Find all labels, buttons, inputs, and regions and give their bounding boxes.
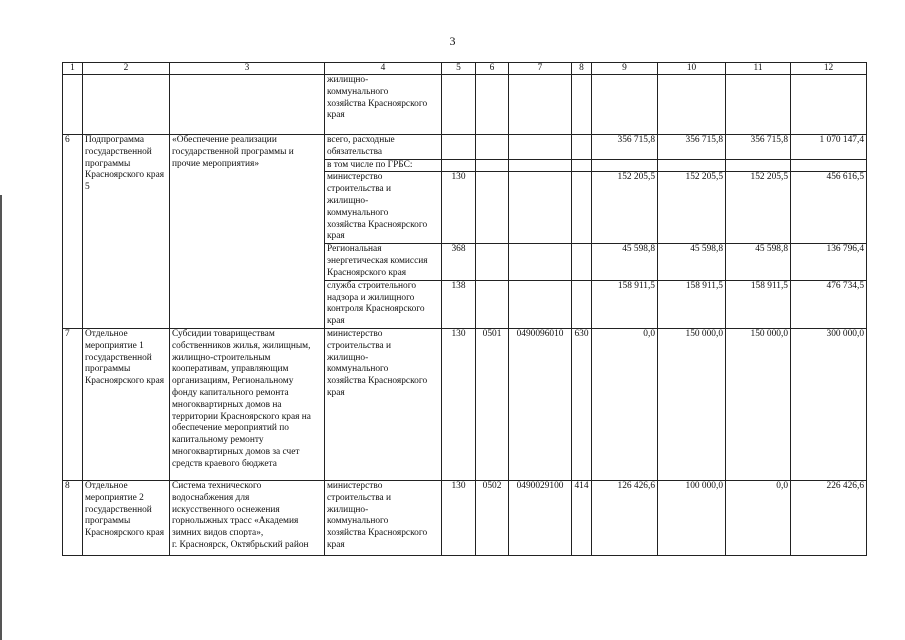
column-header: 10: [658, 63, 726, 75]
program-name-cell: Система технического водоснабжения для искусственного оснежения горнолыжных трасс «Академия зимних видов спорта», г. Красноярск, Октябрьский район: [170, 480, 325, 555]
amount-cell: 45 598,8: [658, 244, 726, 280]
row-number: 8: [63, 480, 83, 555]
grbs-cell: в том числе по ГРБС:: [325, 159, 442, 172]
cell-empty: [658, 159, 726, 172]
column-header: 3: [170, 63, 325, 75]
amount-cell: 45 598,8: [726, 244, 791, 280]
cell-empty: [170, 75, 325, 135]
code-cell: 0501: [476, 328, 509, 480]
table-header-row: [63, 63, 867, 75]
amount-cell: 0,0: [592, 328, 658, 480]
cell-empty: [572, 135, 592, 160]
amount-cell: 476 734,5: [791, 280, 867, 328]
grbs-cell: всего, расходные обязательства: [325, 135, 442, 160]
cell-empty: [509, 172, 572, 244]
column-header: 1: [63, 63, 83, 75]
column-header: 12: [791, 63, 867, 75]
cell-empty: [442, 75, 476, 135]
row-number: 6: [63, 135, 83, 329]
amount-cell: 158 911,5: [658, 280, 726, 328]
column-header: 8: [572, 63, 592, 75]
code-cell: 368: [442, 244, 476, 280]
status-cell: Отдельное мероприятие 1 государственной программы Красноярского края: [83, 328, 170, 480]
grbs-cell: министерство строительства и жилищно- коммунального хозяйства Красноярского края: [325, 480, 442, 555]
amount-cell: 300 000,0: [791, 328, 867, 480]
amount-cell: 45 598,8: [592, 244, 658, 280]
column-header: 11: [726, 63, 791, 75]
cell-empty: [476, 280, 509, 328]
cell-empty: [572, 244, 592, 280]
cell-empty: [476, 159, 509, 172]
cell-empty: [63, 75, 83, 135]
cell-empty: [726, 159, 791, 172]
grbs-cell: служба строительного надзора и жилищного контроля Красноярского края: [325, 280, 442, 328]
amount-cell: 100 000,0: [658, 480, 726, 555]
amount-cell: 356 715,8: [592, 135, 658, 160]
table-row-carryover: [63, 75, 867, 135]
cell-empty: [83, 75, 170, 135]
status-cell: Отдельное мероприятие 2 государственной программы Красноярского края: [83, 480, 170, 555]
amount-cell: 152 205,5: [658, 172, 726, 244]
code-cell: 0502: [476, 480, 509, 555]
cell-empty: [791, 159, 867, 172]
amount-cell: 150 000,0: [658, 328, 726, 480]
program-name-cell: «Обеспечение реализации государственной программы и прочие мероприятия»: [170, 135, 325, 329]
cell-empty: [726, 75, 791, 135]
column-header: 9: [592, 63, 658, 75]
code-cell: 0490029100: [509, 480, 572, 555]
amount-cell: 456 616,5: [791, 172, 867, 244]
amount-cell: 152 205,5: [592, 172, 658, 244]
grbs-cell: министерство строительства и жилищно- коммунального хозяйства Красноярского края: [325, 172, 442, 244]
cell-empty: [791, 75, 867, 135]
amount-cell: 356 715,8: [658, 135, 726, 160]
program-name-cell: Субсидии товариществам собственников жилья, жилищным, жилищно-строительным кооперативам, управляющим организациям, Региональному фонду капитального ремонта многоквартирных домов на территории Красноярского края на обеспечение мероприятий по капитальному ремонту многоквартирных домов за счет средств краевого бюджета: [170, 328, 325, 480]
table-row-7: [63, 328, 867, 480]
amount-cell: 136 796,4: [791, 244, 867, 280]
cell-empty: [572, 172, 592, 244]
cell-empty: [476, 75, 509, 135]
amount-cell: 158 911,5: [592, 280, 658, 328]
amount-cell: 356 715,8: [726, 135, 791, 160]
cell-empty: [509, 280, 572, 328]
row-number: 7: [63, 328, 83, 480]
cell-empty: [476, 172, 509, 244]
cell-empty: [476, 135, 509, 160]
column-header: 6: [476, 63, 509, 75]
cell-empty: [658, 75, 726, 135]
amount-cell: 152 205,5: [726, 172, 791, 244]
cell-empty: [509, 135, 572, 160]
cell-empty: [592, 75, 658, 135]
code-cell: 130: [442, 480, 476, 555]
cell-empty: [509, 75, 572, 135]
budget-table: [62, 62, 867, 556]
code-cell: 414: [572, 480, 592, 555]
cell-empty: [572, 159, 592, 172]
table-row-6-total: [63, 135, 867, 160]
amount-cell: 0,0: [726, 480, 791, 555]
column-header: 5: [442, 63, 476, 75]
status-cell: Подпрограмма государственной программы Красноярского края 5: [83, 135, 170, 329]
scan-edge-line: [0, 195, 2, 640]
code-cell: 130: [442, 328, 476, 480]
column-header: 2: [83, 63, 170, 75]
amount-cell: 226 426,6: [791, 480, 867, 555]
cell-empty: [509, 159, 572, 172]
cell-empty: [442, 159, 476, 172]
column-header: 4: [325, 63, 442, 75]
grbs-cell: жилищно- коммунального хозяйства Красноярского края: [325, 75, 442, 135]
code-cell: 130: [442, 172, 476, 244]
cell-empty: [572, 280, 592, 328]
code-cell: 630: [572, 328, 592, 480]
cell-empty: [572, 75, 592, 135]
code-cell: 138: [442, 280, 476, 328]
amount-cell: 158 911,5: [726, 280, 791, 328]
cell-empty: [476, 244, 509, 280]
table-row-8: [63, 480, 867, 555]
grbs-cell: Региональная энергетическая комиссия Красноярского края: [325, 244, 442, 280]
cell-empty: [442, 135, 476, 160]
amount-cell: 1 070 147,4: [791, 135, 867, 160]
amount-cell: 150 000,0: [726, 328, 791, 480]
grbs-cell: министерство строительства и жилищно- коммунального хозяйства Красноярского края: [325, 328, 442, 480]
column-header: 7: [509, 63, 572, 75]
code-cell: 0490096010: [509, 328, 572, 480]
cell-empty: [509, 244, 572, 280]
cell-empty: [592, 159, 658, 172]
page-number: 3: [449, 34, 456, 48]
amount-cell: 126 426,6: [592, 480, 658, 555]
